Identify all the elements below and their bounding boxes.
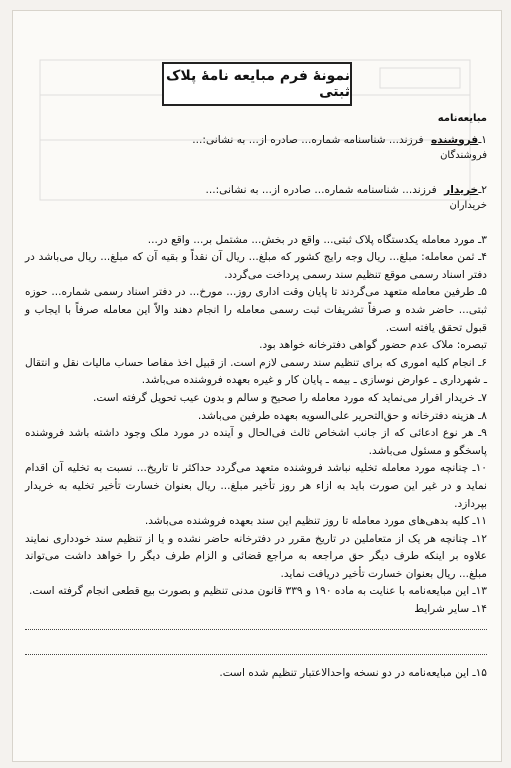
item-2-text: فرزند... شناسنامه شماره... صادره از... به نشانی:... [205,183,437,196]
other-terms-line-2 [25,640,487,655]
seller-clause [25,132,487,172]
item-2-prefix: ۲ـ [478,183,487,196]
item-9: ۹ـ هر نوع ادعائی که از جانب اشخاص ثالث فی‌الحال و آینده در مورد ملک وجود داشته باشد فروشنده پاسخگو و مسئول می‌باشد. [25,427,487,457]
sellers-label: فروشندگان [440,150,487,162]
item-3: ۳ـ مورد معامله یکدستگاه پلاک ثبتی... واقع در بخش... مشتمل بر... واقع در... [147,233,487,246]
buyers-label: خریداران [449,200,487,212]
item-10: ۱۰ـ چنانچه مورد معامله تخلیه نباشد فروشنده متعهد می‌گردد حداکثر تا تاریخ... نسبت به تخلیه آن اقدام نماید و در غیر این صورت باید به ازاء هر روز تأخیر مبلغ... ریال بعنوان خسارت تأخیر تخلیه به خریدار بپردازد. [25,462,487,510]
item-11: ۱۱ـ کلیه بدهی‌های مورد معامله تا روز تنظیم این سند بعهده فروشنده می‌باشد. [144,515,487,528]
item-13: ۱۳ـ این مبایعه‌نامه با عنایت به ماده ۱۹۰ و ۳۳۹ قانون مدنی تنظیم و بصورت بیع قطعی انجام گرفته است. [29,585,487,598]
item-1-prefix: ۱ـ [478,133,487,146]
form-title: نمونهٔ فرم مبایعه نامهٔ پلاک ثبتی [162,62,352,106]
item-note: تبصره: ملاک عدم حضور گواهی دفترخانه خواهد بود. [259,339,487,352]
item-6: ۶ـ انجام کلیه اموری که برای تنظیم سند رسمی لازم است. از قبیل اخذ مفاصا حساب مالیات نقل و انتقال ـ شهرداری ـ عوارض نوسازی ـ بیمه ـ پایان کار و غیره بعهده فروشنده می‌باشد. [25,356,487,387]
item-5: ۵ـ طرفین معامله متعهد می‌گردند تا پایان وقت اداری روز... مورخ... در دفتر اسناد رسمی شماره... حوزه ثبتی... حاضر شده و صرفاً تشریفات ثبت رسمی معامله را انجام دهند والاّ این معامله صرفاً با ایجاب و قبول تحقق یافته است. [25,286,487,334]
item-4: ۴ـ ثمن معامله: مبلغ... ریال وجه رایج کشور که مبلغ... ریال آن نقداً و بقیه آن که مبلغ... ریال می‌باشد در دفتر اسناد رسمی موقع تنظیم سند رسمی پرداخت می‌گردد. [25,251,487,281]
item-1-text: فرزند... شناسنامه شماره... صادره از... به نشانی:... [192,133,424,146]
contract-body [25,100,487,682]
subtitle: مبایعه‌نامه [437,113,487,124]
item-8: ۸ـ هزینه دفترخانه و حق‌التحریر علی‌السویه بعهده طرفین می‌باشد. [197,409,487,422]
item-12: ۱۲ـ چنانچه هر یک از متعاملین در تاریخ مقرر در دفترخانه حاضر نشده و یا از تنظیم سند خودداری نمایند علاوه بر اینکه طرف دیگر حق مراجعه به مراجع قضائی و الزام طرف دیگر را خواهد داشت می‌تواند مبلغ... ریال بعنوان خسارت تأخیر دریافت نماید. [25,532,487,580]
seller-label: فروشنده [430,133,479,146]
item-14-label: ۱۴ـ سایر شرایط [414,603,487,616]
item-15: ۱۵ـ این مبایعه‌نامه در دو نسخه واحدالاعتبار تنظیم شده است. [219,666,487,679]
item-7: ۷ـ خریدار اقرار می‌نماید که مورد معامله را صحیح و سالم و بدون عیب تحویل گرفته است. [93,391,487,404]
buyer-label: خریدار [444,183,479,196]
buyer-clause [25,182,487,222]
